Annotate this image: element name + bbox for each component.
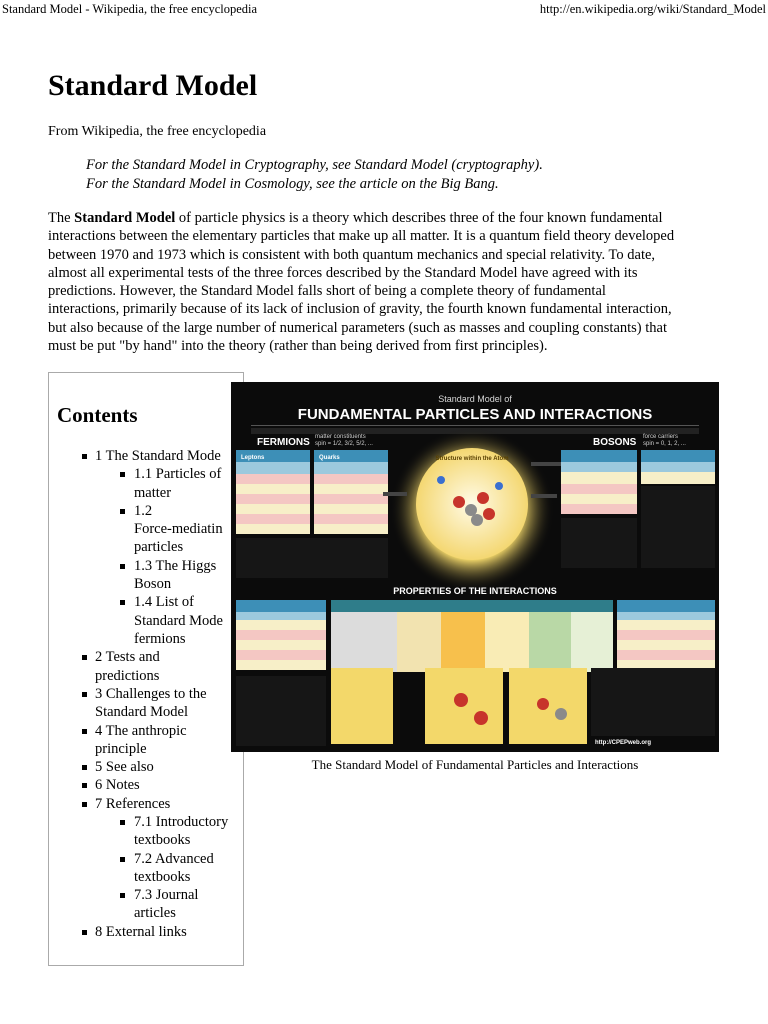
- toc-entry-line[interactable]: 1 The Standard Mode: [95, 448, 221, 464]
- bosons-row: [561, 494, 637, 504]
- toc-entry-line[interactable]: 1.1 Particles of: [134, 466, 222, 483]
- intro-line: of particle physics is a theory which describes three of the four known fundamental: [175, 210, 663, 226]
- toc-entry-line[interactable]: 5 See also: [95, 759, 154, 776]
- leptons-label: Leptons: [241, 455, 265, 461]
- toc-bullet-icon: [120, 600, 125, 605]
- fundamental-strong-column: [529, 612, 571, 672]
- toc-bullet-icon: [120, 820, 125, 825]
- toc-entry-line[interactable]: 7.2 Advanced: [134, 850, 214, 867]
- fermions-spin: spin = 1/2, 3/2, 5/2, ...: [315, 441, 373, 447]
- matter-antimatter-notes: [236, 676, 326, 746]
- toc-entry-line[interactable]: textbooks: [134, 868, 191, 885]
- quarks-row: [314, 474, 388, 484]
- hatnote-cryptography[interactable]: For the Standard Model in Cryptography, see Standard Model (cryptography).: [86, 157, 543, 173]
- baryons-row: [236, 620, 326, 630]
- toc-bullet-icon: [120, 893, 125, 898]
- quarks-row: [314, 494, 388, 504]
- intro-line: predictions. However, the Standard Model falls short of being a complete theory of fundamental: [48, 283, 606, 300]
- atom-label: Structure within the Atom: [435, 456, 509, 462]
- intro-line: almost all experimental tests of the three forces described by the Standard Model have agreed with its: [48, 264, 638, 281]
- quarks-row: [314, 514, 388, 524]
- baryons-row: [236, 650, 326, 660]
- neutron-icon: [471, 514, 483, 526]
- decay-diagram-panel: [331, 668, 393, 744]
- toc-entry[interactable]: [134, 557, 216, 594]
- atom-nucleus-region: [416, 448, 528, 560]
- intro-line: interactions between the elementary particles that make up all matter. It is a quantum field theory developed: [48, 228, 675, 245]
- quarks-row: [314, 524, 388, 534]
- toc-bullet-icon: [82, 765, 87, 770]
- electron-icon: [495, 482, 503, 490]
- leptons-col-header: [236, 462, 310, 474]
- print-header-title: Standard Model - Wikipedia, the free encyclopedia: [2, 2, 258, 16]
- toc-bullet-icon: [120, 857, 125, 862]
- particle-adventure-notes: [591, 668, 715, 736]
- quarks-col-header: [314, 462, 388, 474]
- bosons-subheading: force carriers: [643, 434, 679, 440]
- particle-icon: [537, 698, 549, 710]
- leptons-row: [236, 474, 310, 484]
- mesons-row: [617, 650, 715, 660]
- toc-entry-line[interactable]: textbooks: [134, 832, 191, 849]
- toc-entry-line[interactable]: 8 External links: [95, 923, 187, 940]
- print-header: [0, 0, 768, 18]
- toc-entry-line[interactable]: articles: [134, 905, 176, 922]
- leptons-row: [236, 484, 310, 494]
- unified-electroweak-header: [561, 450, 637, 462]
- strong-row: [641, 472, 715, 484]
- toc-entry-line[interactable]: 6 Notes: [95, 777, 140, 794]
- mesons-row: [617, 630, 715, 640]
- leptons-row: [236, 504, 310, 514]
- toc-bullet-icon: [82, 729, 87, 734]
- toc-entry-line[interactable]: Standard Model: [95, 704, 189, 721]
- bosons-heading: BOSONS: [593, 437, 637, 448]
- baryons-header: [236, 600, 326, 612]
- intro-line: but also because of the large number of numerical parameters (such as masses and coupling constants) that: [48, 319, 668, 336]
- electron-icon: [437, 476, 445, 484]
- weak-column: [441, 612, 485, 672]
- fermions-subheading: matter constituents: [315, 434, 366, 440]
- leptons-row: [236, 524, 310, 534]
- toc-entry[interactable]: [95, 685, 207, 722]
- toc-entry[interactable]: [134, 502, 223, 557]
- mesons-row: [617, 620, 715, 630]
- baryons-row: [236, 660, 326, 670]
- toc-entry-line[interactable]: Boson: [134, 576, 172, 593]
- poster-title: FUNDAMENTAL PARTICLES AND INTERACTIONS: [297, 406, 653, 423]
- strong-color-header: [641, 450, 715, 462]
- mesons-col-header: [617, 612, 715, 620]
- poster-illustration: [231, 382, 719, 752]
- residual-strong-column: [571, 612, 613, 672]
- toc-entry[interactable]: [134, 465, 221, 502]
- particle-icon: [454, 693, 468, 707]
- poster-url[interactable]: http://CPEPweb.org: [595, 740, 651, 746]
- interactions-header: [331, 600, 613, 612]
- bosons-spin: spin = 0, 1, 2, ...: [643, 441, 686, 447]
- toc-entry-line[interactable]: 3 Challenges to the: [95, 685, 207, 702]
- strong-col-header: [641, 462, 715, 472]
- atom-annotation: [531, 494, 557, 498]
- standard-model-poster[interactable]: [231, 382, 719, 752]
- intro-lead: The: [48, 210, 75, 226]
- gravitational-column: [397, 612, 441, 672]
- toc-entry[interactable]: [95, 722, 187, 759]
- toc-bullet-icon: [82, 655, 87, 660]
- toc-entry-line[interactable]: matter: [134, 484, 172, 501]
- toc-bullet-icon: [82, 802, 87, 807]
- neutron-icon: [465, 504, 477, 516]
- atom-annotation: [383, 492, 407, 496]
- quarks-label: Quarks: [319, 455, 340, 461]
- fermions-heading: FERMIONS: [257, 437, 310, 448]
- toc-entry[interactable]: [95, 923, 187, 941]
- hatnotes: [86, 156, 543, 194]
- toc-title: Contents: [57, 403, 138, 427]
- toc-bullet-icon: [82, 930, 87, 935]
- toc-entry[interactable]: [95, 648, 160, 685]
- bosons-row: [561, 484, 637, 494]
- toc-entry-line[interactable]: 7.1 Introductory: [134, 814, 229, 830]
- figure-caption: The Standard Model of Fundamental Particles and Interactions: [311, 757, 639, 772]
- toc-entry-line[interactable]: 1.4 List of: [134, 594, 195, 611]
- toc-entry[interactable]: [134, 850, 214, 887]
- toc-entry-line[interactable]: fermions: [134, 630, 186, 647]
- bosons-col-header: [561, 462, 637, 472]
- boson-notes: [561, 518, 637, 568]
- page-title: Standard Model: [48, 69, 258, 102]
- quarks-row: [314, 504, 388, 514]
- fermion-notes-text: [236, 538, 388, 578]
- intro-line: must be put "by hand" into the theory (rather than being derived from first principles).: [48, 338, 548, 355]
- intro-paragraph: [48, 209, 728, 355]
- toc-entry-line[interactable]: 7.3 Journal: [134, 887, 199, 904]
- mesons-row: [617, 640, 715, 650]
- color-charge-notes: [641, 486, 715, 568]
- toc-bullet-icon: [120, 564, 125, 569]
- leptons-row: [236, 514, 310, 524]
- toc-bullet-icon: [120, 509, 125, 514]
- toc-bullet-icon: [82, 454, 87, 459]
- toc-entry-line[interactable]: particles: [134, 539, 184, 556]
- baryons-row: [236, 630, 326, 640]
- particle-icon: [474, 711, 488, 725]
- toc-entry-line[interactable]: 4 The anthropic: [95, 722, 187, 739]
- toc-entry[interactable]: [95, 447, 221, 465]
- toc-entry[interactable]: [134, 886, 198, 923]
- toc-entry[interactable]: [95, 795, 170, 813]
- baryons-row: [236, 640, 326, 650]
- toc-entry-line[interactable]: 1.3 The Higgs: [134, 557, 217, 574]
- toc-entry-line[interactable]: Standard Mode: [134, 612, 223, 629]
- toc-bullet-icon: [82, 692, 87, 697]
- toc-entry-line[interactable]: principle: [95, 740, 147, 757]
- toc-bullet-icon: [120, 472, 125, 477]
- proton-icon: [453, 496, 465, 508]
- intro-line: between 1970 and 1973 which is consistent with both quantum mechanics and special relativity. To date,: [48, 246, 656, 263]
- intro-line: interactions, primarily because of its lack of inclusion of gravity, the fourth known fundamental interaction,: [48, 301, 672, 318]
- bosons-row: [561, 504, 637, 514]
- site-subtitle: From Wikipedia, the free encyclopedia: [48, 124, 267, 139]
- interactions-row-labels: [331, 612, 397, 672]
- toc-entry[interactable]: [95, 758, 154, 776]
- toc-entry[interactable]: [95, 776, 140, 794]
- proton-icon: [477, 492, 489, 504]
- electromagnetic-column: [485, 612, 529, 672]
- bosons-row: [561, 472, 637, 484]
- toc-entry-line[interactable]: 2 Tests and: [95, 649, 160, 666]
- toc-entry-line[interactable]: 1.2: [134, 502, 153, 519]
- poster-kicker: Standard Model of: [438, 394, 512, 404]
- mesons-header: [617, 600, 715, 612]
- toc-bullet-icon: [82, 783, 87, 788]
- toc-entry-line[interactable]: 7 References: [95, 795, 171, 812]
- atom-annotation: [531, 462, 561, 466]
- baryons-col-header: [236, 612, 326, 620]
- toc-entry-line[interactable]: predictions: [95, 667, 160, 684]
- poster-divider: [251, 425, 699, 426]
- leptons-row: [236, 494, 310, 504]
- toc-entry-line[interactable]: Force-mediatin: [134, 521, 223, 538]
- hatnote-cosmology[interactable]: For the Standard Model in Cosmology, see the article on the Big Bang.: [86, 176, 499, 192]
- toc-entry[interactable]: [134, 593, 223, 648]
- toc-entry[interactable]: [134, 813, 228, 850]
- quarks-row: [314, 484, 388, 494]
- properties-heading: PROPERTIES OF THE INTERACTIONS: [393, 586, 557, 596]
- print-header-url: http://en.wikipedia.org/wiki/Standard_Model: [539, 2, 766, 16]
- intro-bold-term: Standard Model: [74, 210, 176, 226]
- particle-icon: [555, 708, 567, 720]
- proton-icon: [483, 508, 495, 520]
